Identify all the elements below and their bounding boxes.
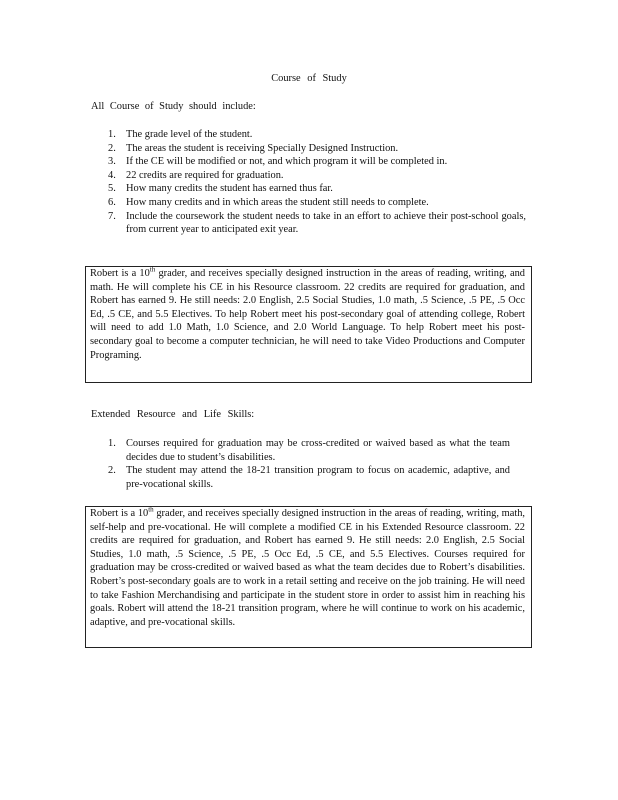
- requirements-list: [108, 128, 526, 237]
- list-item: [108, 182, 526, 196]
- list-item-text: 22 credits are required for graduation.: [126, 169, 284, 181]
- list-number: 2.: [108, 142, 116, 154]
- list-number: 4.: [108, 169, 116, 181]
- list-item-text: The areas the student is receiving Specially Designed Instruction.: [126, 142, 399, 154]
- list-item: [108, 464, 510, 491]
- list-item-text: The grade level of the student.: [126, 129, 253, 140]
- example-text-start: Robert is a 10: [90, 268, 150, 279]
- list-number: 1.: [108, 438, 116, 449]
- list-item: [108, 210, 526, 237]
- list-number: 7.: [108, 210, 116, 222]
- ordinal-suffix: th: [148, 505, 154, 514]
- list-item-text: Include the coursework the student needs to take in an effort to achieve their post-school goals, from current year to anticipated exit year.: [126, 210, 526, 236]
- section-heading: Extended Resource and Life Skills:: [91, 409, 255, 420]
- list-number: 3.: [108, 156, 116, 168]
- list-item-text: How many credits and in which areas the student still needs to complete.: [126, 196, 429, 208]
- example-box-resource: [85, 266, 532, 383]
- list-item: [108, 155, 526, 169]
- list-item: [108, 128, 526, 142]
- example-text-start: Robert is a 10: [90, 508, 149, 519]
- list-item: [108, 196, 526, 210]
- list-number: 5.: [108, 183, 116, 195]
- list-number: 1.: [108, 129, 116, 140]
- list-number: 2.: [108, 465, 116, 477]
- list-item: [108, 169, 526, 183]
- document-title: Course of Study: [271, 73, 347, 84]
- list-item: [108, 142, 526, 156]
- list-item: [108, 437, 510, 464]
- example-text-rest: grader, and receives specially designed instruction in the areas of reading, writing, and math. He will complete his CE in his Resource classroom. 22 credits are required for graduation, and Robert has earned 9. He still needs: 2.0 English, 2.5 Social Studies, 1.0 math, .5 Science, .5 PE, .5 Occ Ed, .5 CE, and 5.5 Electives. To help Robert meet his post-secondary goal of attending college, Robert will need to add 1.0 Math, 1.0 Science, and 2.0 World Language. To help Robert meet his post-secondary goal to become a computer technician, he will need to take Video Productions and Computer Programing.: [90, 268, 525, 361]
- example-text-rest: grader, and receives specially designed instruction in the areas of reading, writing, math, self-help and pre-vocational. He will complete a modified CE in his Extended Resource classroom. 22 credits are required for graduation, and Robert has earned 9. He still needs: 2.0 English, 2.5 Social Studies, 1.0 math, .5 Science, .5 PE, .5 Occ Ed, .5 CE, and 5.5 Electives. Courses required for graduation may be cross-credited or waived based as what the team decides due to Robert’s disabilities. Robert’s post-secondary goals are to work in a retail setting and receive on the job training. He will need to take Fashion Merchandising and participate in the student store in order to assist him in reaching his goals. Robert will attend the 18-21 transition program, where he will continue to work on his academic, adaptive, and pre-vocational skills.: [90, 508, 525, 628]
- intro-text: All Course of Study should include:: [91, 101, 256, 112]
- list-item-text: If the CE will be modified or not, and which program it will be completed in.: [126, 156, 448, 168]
- list-item-text: Courses required for graduation may be cross-credited or waived based as what the team decides due to student’s disabilities.: [126, 438, 510, 463]
- example-box-extended-resource: [85, 506, 532, 648]
- list-item-text: The student may attend the 18-21 transition program to focus on academic, adaptive, and pre-vocational skills.: [126, 465, 510, 490]
- ordinal-suffix: th: [149, 265, 156, 274]
- list-number: 6.: [108, 196, 116, 208]
- list-item-text: How many credits the student has earned thus far.: [126, 183, 333, 195]
- extended-resource-list: [108, 437, 510, 491]
